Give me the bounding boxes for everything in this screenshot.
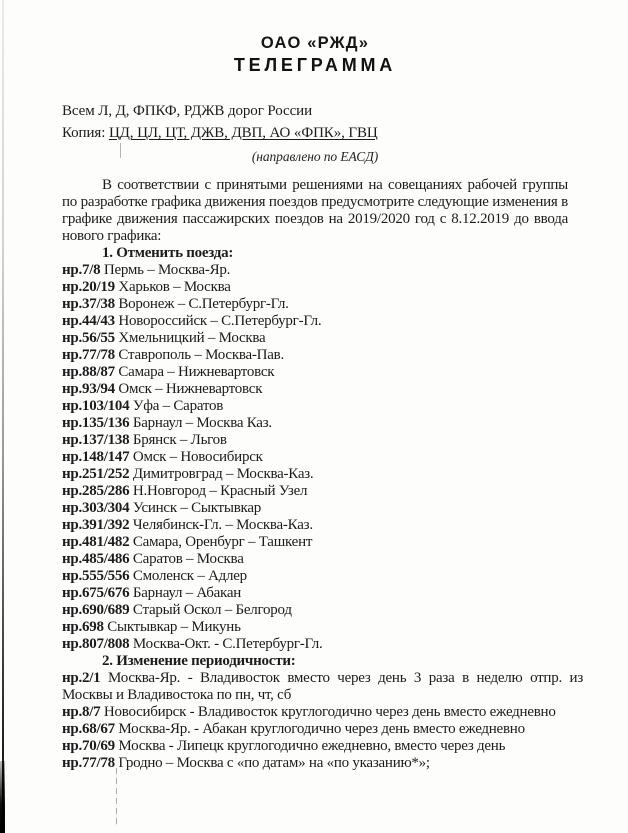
train-route: Ставрополь – Москва-Пав.	[118, 347, 284, 363]
train-line	[62, 585, 568, 602]
train-line	[62, 534, 568, 551]
train-number: нр.93/94	[62, 381, 115, 397]
scan-edge-artifact	[2, 0, 4, 833]
train-route: Омск – Нижневартовск	[118, 381, 263, 397]
train-number: нр.7/8	[62, 262, 101, 278]
train-number: нр.2/1	[62, 670, 101, 686]
train-route: Брянск – Льгов	[132, 432, 227, 448]
train-number: нр.148/147	[62, 449, 130, 465]
train-number: нр.77/78	[62, 755, 115, 771]
train-line	[62, 262, 568, 279]
train-route: Сыктывкар – Микунь	[107, 619, 241, 635]
section-title: 2. Изменение периодичности:	[102, 653, 296, 669]
scan-corner-artifact	[0, 761, 5, 833]
cancel-train-list	[62, 262, 568, 653]
train-route: Самара, Оренбург – Ташкент	[132, 534, 313, 550]
routing-note: (направлено по ЕАСД)	[251, 149, 379, 164]
train-line	[62, 568, 568, 585]
train-number: нр.481/482	[62, 534, 130, 550]
train-line	[62, 619, 568, 636]
train-route: Харьков – Москва	[118, 279, 231, 295]
train-line	[62, 755, 583, 772]
scan-dash-artifact	[116, 768, 117, 826]
train-line	[62, 449, 568, 466]
train-line	[62, 347, 568, 364]
train-line	[62, 483, 568, 500]
train-route: Старый Оскол – Белгород	[132, 602, 292, 618]
train-route: Воронеж – С.Петербург-Гл.	[118, 296, 289, 312]
train-route: Смоленск – Адлер	[132, 568, 247, 584]
train-route: Н.Новгород – Красный Узел	[132, 483, 308, 499]
train-route: Гродно – Москва с «по датам» на «по указанию*»;	[118, 755, 430, 771]
train-line	[62, 670, 583, 704]
section-title: 1. Отменить поезда:	[102, 245, 234, 261]
train-number: нр.37/38	[62, 296, 115, 312]
train-route: Самара – Нижневартовск	[118, 364, 275, 380]
train-route: Димитровград – Москва-Каз.	[132, 466, 314, 482]
train-route: Саратов – Москва	[132, 551, 244, 567]
train-number: нр.77/78	[62, 347, 115, 363]
train-route: Омск – Новосибирск	[132, 449, 263, 465]
train-route: Новосибирск - Владивосток круглогодично через день вместо ежедневно	[103, 704, 556, 720]
section-periodicity	[62, 653, 583, 772]
train-route: Челябинск-Гл. – Москва-Каз.	[132, 517, 313, 533]
train-number: нр.675/676	[62, 585, 130, 601]
train-number: нр.690/689	[62, 602, 130, 618]
train-line	[62, 381, 568, 398]
train-route: Новороссийск – С.Петербург-Гл.	[118, 313, 322, 329]
train-route: Пермь – Москва-Яр.	[103, 262, 231, 278]
train-line	[62, 704, 583, 721]
train-line	[62, 296, 568, 313]
copy-recipients: ЦД, ЦЛ, ЦТ, ДЖВ, ДВП, АО «ФПК», ГВЦ	[108, 125, 378, 141]
train-route: Усинск – Сыктывкар	[132, 500, 261, 516]
org-name: ОАО «РЖД»	[260, 34, 370, 52]
train-line	[62, 721, 583, 738]
train-route: Москва-Яр. - Владивосток вместо через день 3 раза в неделю отпр. из Москвы и Владивостока по пн, чт, сб	[62, 670, 584, 703]
train-number: нр.68/67	[62, 721, 115, 737]
train-route: Уфа – Саратов	[132, 398, 224, 414]
train-number: нр.135/136	[62, 415, 130, 431]
train-number: нр.555/556	[62, 568, 130, 584]
train-route: Москва - Липецк круглогодично ежедневно, вместо через день	[118, 738, 506, 754]
train-number: нр.807/808	[62, 636, 130, 652]
train-line	[62, 279, 568, 296]
train-number: нр.70/69	[62, 738, 115, 754]
section-cancel-trains	[62, 245, 568, 653]
train-line	[62, 602, 568, 619]
train-line	[62, 364, 568, 381]
train-number: нр.88/87	[62, 364, 115, 380]
train-number: нр.698	[62, 619, 104, 635]
train-line	[62, 432, 568, 449]
intro-paragraph: В соответствии с принятыми решениями на совещаниях рабочей группы по разработке графика движения поездов предусмотрите следующие изменения в графике движения пассажирских поездов на 2019/2020 год с 8.12.2019 до ввода нового графика:	[62, 177, 568, 244]
train-line	[62, 398, 568, 415]
train-number: нр.391/392	[62, 517, 130, 533]
address-block	[62, 100, 568, 144]
copy-line	[62, 122, 568, 144]
document-title: ТЕЛЕГРАММА	[233, 55, 397, 75]
train-line	[62, 415, 568, 432]
train-route: Барнаул – Абакан	[132, 585, 242, 601]
train-line	[62, 330, 568, 347]
train-number: нр.251/252	[62, 466, 130, 482]
train-route: Москва-Яр. - Абакан круглогодично через день вместо ежедневно	[118, 721, 525, 737]
train-line	[62, 313, 568, 330]
train-route: Барнаул – Москва Каз.	[132, 415, 272, 431]
document-content	[62, 0, 584, 772]
train-route: Хмельницкий – Москва	[118, 330, 266, 346]
train-number: нр.44/43	[62, 313, 115, 329]
train-number: нр.103/104	[62, 398, 130, 414]
train-number: нр.8/7	[62, 704, 101, 720]
periodicity-train-list	[62, 670, 583, 772]
train-number: нр.56/55	[62, 330, 115, 346]
train-line	[62, 517, 568, 534]
train-number: нр.285/286	[62, 483, 130, 499]
train-number: нр.485/486	[62, 551, 130, 567]
train-line	[62, 738, 583, 755]
train-line	[62, 466, 568, 483]
train-line	[62, 500, 568, 517]
train-number: нр.20/19	[62, 279, 115, 295]
train-route: Москва-Окт. - С.Петербург-Гл.	[132, 636, 323, 652]
addressees-line: Всем Л, Д, ФПКФ, РДЖВ дорог России	[62, 103, 313, 119]
train-number: нр.137/138	[62, 432, 130, 448]
train-number: нр.303/304	[62, 500, 130, 516]
train-line	[62, 551, 568, 568]
train-line	[62, 636, 568, 653]
copy-label: Копия:	[62, 125, 109, 141]
